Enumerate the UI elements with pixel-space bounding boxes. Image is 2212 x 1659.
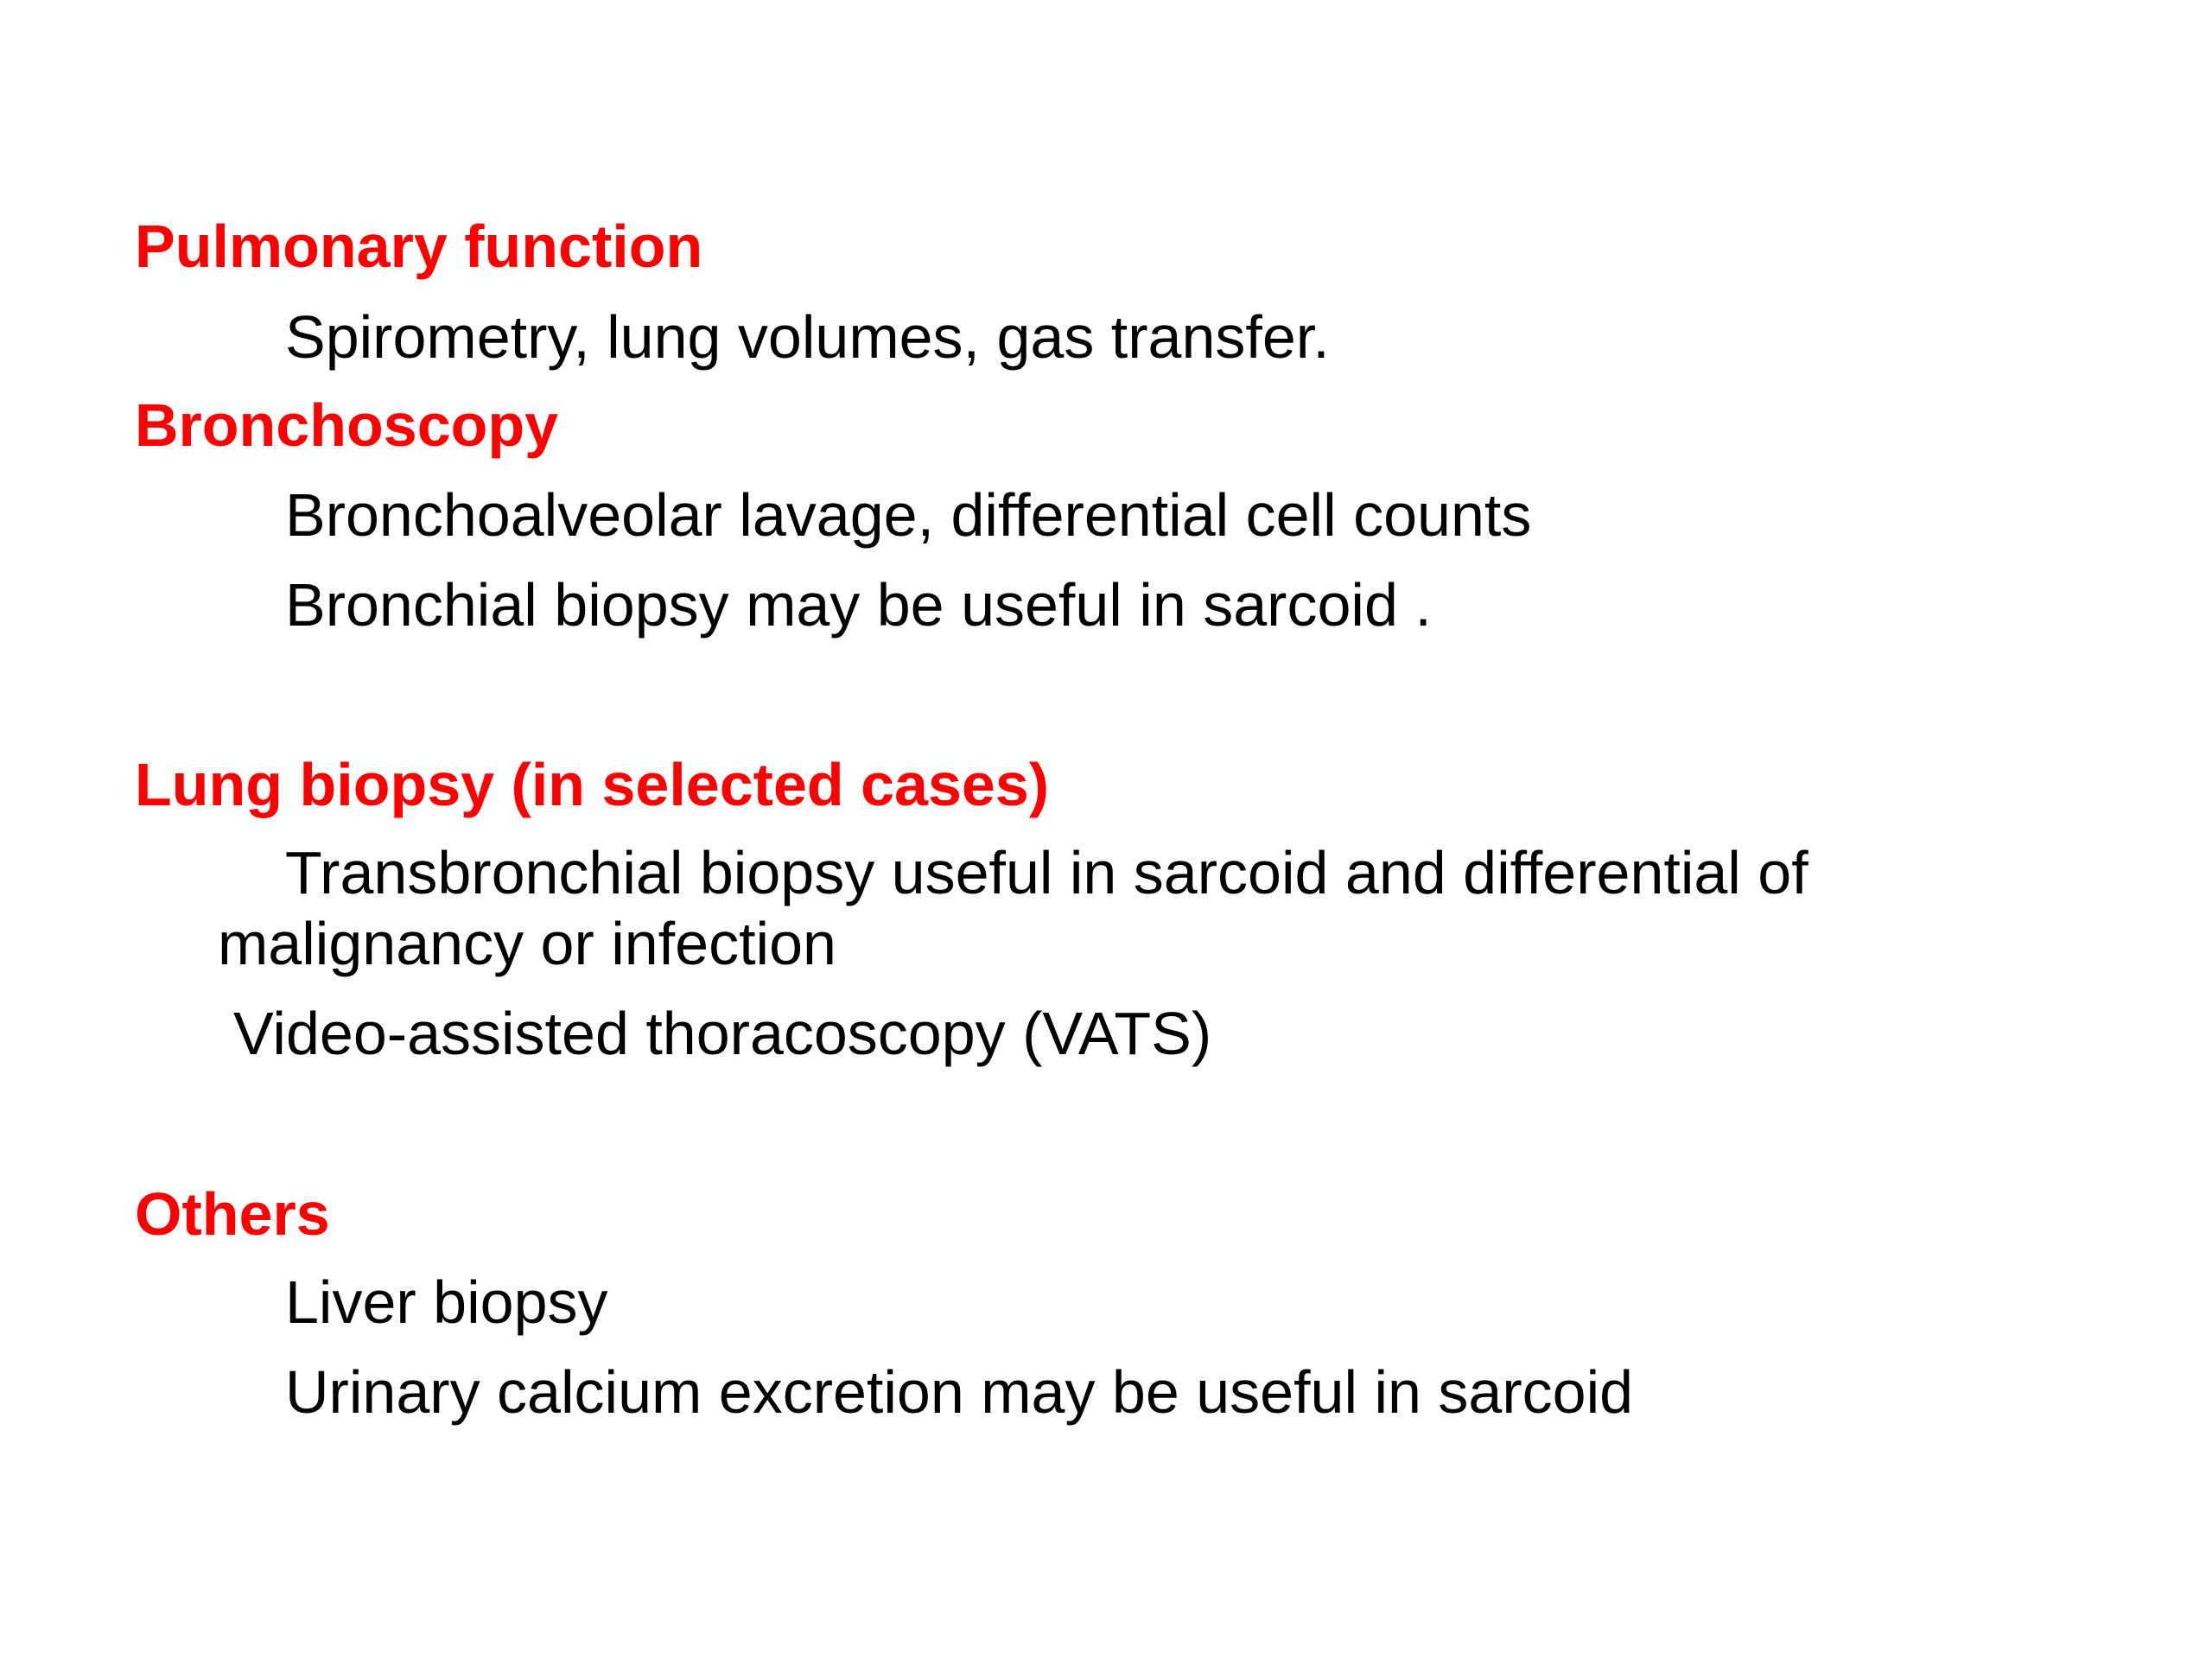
text-liver-biopsy: Liver biopsy <box>285 1268 608 1336</box>
text-spirometry: Spirometry, lung volumes, gas transfer. <box>285 303 1330 371</box>
text-malignancy-or-infection: malignancy or infection <box>218 910 836 977</box>
heading-bronchoscopy: Bronchoscopy <box>135 391 559 459</box>
heading-lung-biopsy: Lung biopsy (in selected cases) <box>135 751 1050 818</box>
heading-pulmonary-function: Pulmonary function <box>135 213 703 280</box>
text-bronchoalveolar-lavage: Bronchoalveolar lavage, differential cell counts <box>285 481 1532 549</box>
heading-others: Others <box>135 1180 330 1248</box>
text-urinary-calcium: Urinary calcium excretion may be useful in sarcoid <box>285 1358 1634 1426</box>
text-bronchial-biopsy: Bronchial biopsy may be useful in sarcoid . <box>285 571 1432 639</box>
text-vats: Video-assisted thoracoscopy (VATS) <box>233 1000 1212 1067</box>
text-transbronchial-biopsy: Transbronchial biopsy useful in sarcoid and differential of <box>285 839 1808 906</box>
